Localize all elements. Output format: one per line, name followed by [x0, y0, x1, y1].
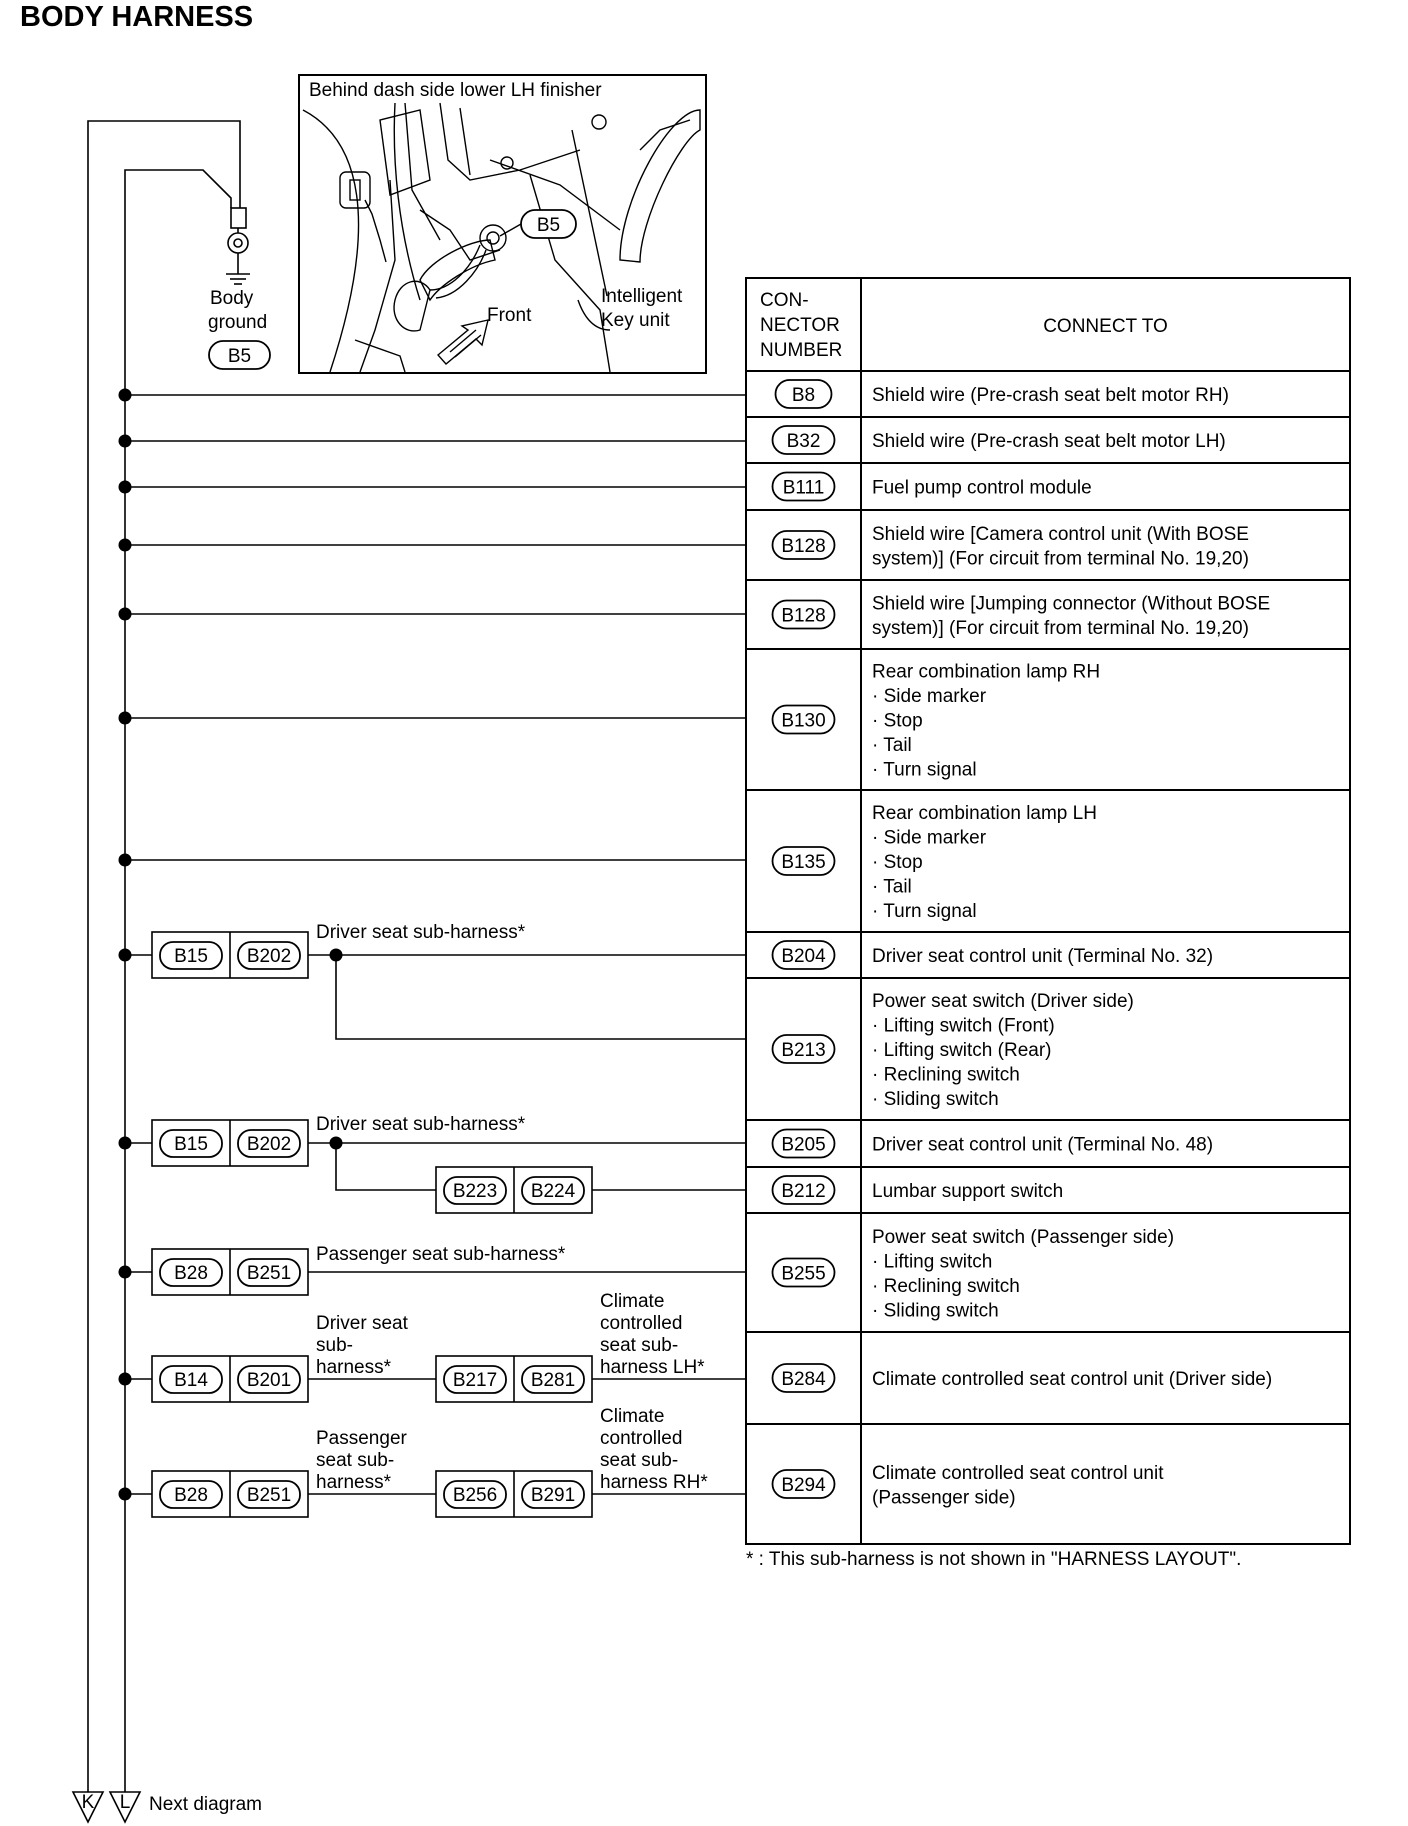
connect-to-line: · Sliding switch: [872, 1089, 999, 1110]
connector-number: B128: [781, 605, 826, 627]
connect-to-line: · Turn signal: [872, 901, 977, 922]
connector-number: B281: [530, 1370, 576, 1391]
connect-to-line: Shield wire [Jumping connector (Without BOSE: [872, 593, 1271, 615]
table-row: [746, 662, 1350, 791]
junction-b256-b291: [436, 1471, 592, 1517]
ground-connector-label: B5: [227, 346, 252, 367]
front-label: Front: [487, 305, 532, 326]
connect-to-line: system)] (For circuit from terminal No. 19,20): [872, 548, 1249, 570]
connect-to-line: · Lifting switch: [872, 1251, 993, 1273]
connector-number: B291: [530, 1485, 576, 1506]
header-connect-to: CONNECT TO: [1043, 316, 1168, 337]
connector-number: B251: [246, 1485, 292, 1506]
connector-number: B255: [781, 1263, 826, 1285]
connector-number: B251: [246, 1263, 292, 1284]
table-row: [746, 426, 1350, 463]
connector-number: B224: [530, 1181, 576, 1202]
junction-b15-b202: [152, 1120, 308, 1166]
table-row: [746, 524, 1350, 580]
junction-b14-b201: [152, 1356, 308, 1402]
connect-to-line: Fuel pump control module: [872, 477, 1092, 499]
table-row: [746, 473, 1350, 511]
connect-to-line: Shield wire (Pre-crash seat belt motor LH): [872, 431, 1226, 452]
connect-to-line: · Reclining switch: [872, 1275, 1020, 1297]
connector-number: B135: [781, 852, 826, 873]
connector-number: B256: [452, 1485, 498, 1506]
connect-to-line: · Tail: [872, 876, 912, 898]
junction-label: Driver seat sub-harness*: [316, 922, 526, 943]
connect-to-line: · Stop: [872, 710, 923, 732]
table-row: [746, 991, 1350, 1120]
connect-to-line: Driver seat control unit (Terminal No. 32): [872, 946, 1214, 967]
junction-label: harness*: [316, 1357, 391, 1378]
connector-number: B14: [174, 1370, 208, 1391]
table-row: [746, 380, 1350, 417]
table-row: [746, 1227, 1350, 1332]
connector-number: B201: [246, 1370, 292, 1391]
dash-illustration: [303, 103, 700, 372]
connect-to-line: Driver seat control unit (Terminal No. 48): [872, 1134, 1214, 1156]
connect-to-line: (Passenger side): [872, 1487, 1016, 1509]
junction-label: Driver seat sub-harness*: [316, 1114, 526, 1135]
junction-label: seat sub-: [316, 1450, 395, 1471]
table-row: [746, 1463, 1350, 1544]
ground-label-line2: ground: [208, 312, 268, 333]
connect-to-line: · Lifting switch (Front): [872, 1015, 1055, 1037]
junction-b28-b251: [152, 1471, 308, 1517]
junction-label: Climate: [600, 1406, 665, 1427]
table-rows: [746, 371, 1350, 1544]
connect-to-line: · Turn signal: [872, 759, 977, 781]
unit-label-line2: Key unit: [601, 310, 670, 331]
connector-number: B202: [246, 946, 292, 967]
connector-number: B212: [781, 1181, 826, 1202]
wire-l: [125, 170, 231, 1792]
connect-to-line: · Lifting switch (Rear): [872, 1040, 1052, 1061]
next-arrow-k-label: K: [81, 1792, 95, 1813]
junction-label: harness LH*: [600, 1357, 705, 1378]
footnote: * : This sub-harness is not shown in "HARNESS LAYOUT".: [746, 1549, 1242, 1570]
junction-label: harness RH*: [600, 1472, 708, 1493]
connect-to-line: · Side marker: [872, 686, 987, 707]
connect-to-line: Rear combination lamp LH: [872, 803, 1097, 824]
connector-number: B294: [781, 1475, 826, 1496]
connector-number: B128: [781, 536, 826, 557]
junction-b223-b224: [436, 1167, 592, 1213]
junction-label: harness*: [316, 1472, 391, 1493]
connect-to-line: Shield wire [Camera control unit (With BOSE: [872, 523, 1249, 545]
junction-b217-b281: [436, 1356, 592, 1402]
table-row: [746, 803, 1350, 932]
connect-to-line: · Tail: [872, 735, 912, 756]
header-connector-line1: CON-: [760, 290, 809, 311]
next-arrow-l-label: L: [119, 1792, 131, 1813]
unit-leader-line: [572, 130, 607, 296]
next-diagram-label: Next diagram: [149, 1794, 262, 1815]
junction-label: seat sub-: [600, 1335, 679, 1356]
connector-number: B15: [174, 1134, 208, 1155]
junction-label: Driver seat: [316, 1313, 408, 1334]
connect-to-line: Shield wire (Pre-crash seat belt motor RH): [872, 385, 1229, 406]
connector-number: B111: [782, 477, 825, 499]
table-row: [746, 1364, 1350, 1424]
front-arrow-icon: [438, 320, 488, 364]
connector-number: B28: [174, 1263, 208, 1284]
junction-label: seat sub-: [600, 1450, 679, 1471]
location-connector-label: B5: [536, 215, 561, 236]
header-connector-line2: NECTOR: [760, 315, 840, 336]
table-row: [746, 1176, 1350, 1213]
connector-number: B213: [781, 1040, 826, 1061]
junction-label: controlled: [600, 1428, 683, 1449]
page-title: BODY HARNESS: [20, 1, 254, 33]
wire-to-b213: [336, 955, 746, 1039]
table-frame: [746, 278, 1350, 1544]
connector-number: B28: [174, 1485, 208, 1506]
connect-to-line: Rear combination lamp RH: [872, 661, 1101, 683]
connector-number: B32: [786, 431, 821, 452]
connect-to-line: · Stop: [872, 852, 923, 873]
connect-to-line: Power seat switch (Passenger side): [872, 1226, 1175, 1248]
next-diagram: [73, 1792, 262, 1822]
connect-to-line: · Side marker: [872, 827, 987, 849]
junction-b15-b202: [152, 932, 308, 978]
junction-label: Passenger: [316, 1428, 407, 1449]
connector-table: [746, 278, 1350, 1544]
location-view-caption: Behind dash side lower LH finisher: [309, 80, 602, 101]
unit-label-line1: Intelligent: [601, 286, 683, 307]
connector-number: B202: [246, 1134, 292, 1155]
table-row: [746, 593, 1350, 649]
connector-number: B284: [781, 1369, 826, 1390]
connect-to-line: · Reclining switch: [872, 1064, 1020, 1086]
connect-to-line: · Sliding switch: [872, 1300, 999, 1322]
connect-to-line: system)] (For circuit from terminal No. 19,20): [872, 617, 1249, 639]
connector-number: B223: [452, 1181, 498, 1202]
connector-number: B217: [452, 1370, 498, 1391]
connector-number: B8: [791, 385, 816, 406]
junction-label: Passenger seat sub-harness*: [316, 1244, 566, 1265]
ground-label-line1: Body: [210, 288, 254, 309]
connect-to-line: Climate controlled seat control unit (Driver side): [872, 1369, 1273, 1390]
connector-number: B15: [174, 946, 208, 967]
header-connector-line3: NUMBER: [760, 340, 843, 361]
connect-to-line: Lumbar support switch: [872, 1181, 1064, 1202]
connector-number: B130: [781, 710, 826, 732]
connect-to-line: Climate controlled seat control unit: [872, 1462, 1164, 1484]
ground-bolt-inner: [234, 239, 242, 247]
location-view: [299, 75, 706, 373]
junction-label: controlled: [600, 1313, 683, 1334]
ground-bolt-outer: [228, 233, 248, 253]
wire-to-b223: [336, 1143, 436, 1190]
table-row: [746, 1130, 1350, 1168]
table-row: [746, 941, 1350, 978]
connector-number: B205: [781, 1134, 826, 1156]
connector-number: B204: [781, 946, 826, 967]
connect-to-line: Power seat switch (Driver side): [872, 991, 1134, 1012]
ground-terminal: [231, 208, 246, 228]
body-ground-symbol: [208, 208, 270, 369]
junction-b28-b251: [152, 1249, 308, 1295]
table-header: [760, 290, 1168, 361]
junction-label: sub-: [316, 1335, 353, 1356]
junction-label: Climate: [600, 1291, 665, 1312]
